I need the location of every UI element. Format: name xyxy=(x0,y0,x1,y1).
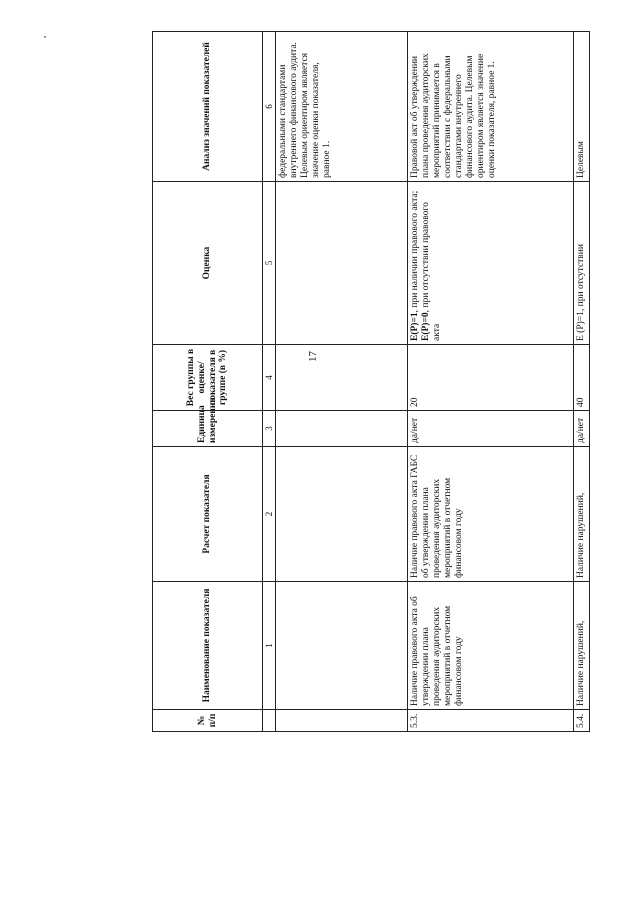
row53-score-formula1: E(P)=1 xyxy=(410,312,421,341)
indicator-table-rotated xyxy=(152,32,587,732)
colnum-0 xyxy=(263,710,276,732)
row54-score: Е (Р)=1, при отсутствии xyxy=(574,182,590,345)
header-unit: Единица измерения xyxy=(153,411,263,447)
row54-unit: да/нет xyxy=(574,411,590,447)
row53-weight: 20 xyxy=(408,345,574,411)
row54-name: Наличие нарушений, xyxy=(574,582,590,710)
header-analysis: Анализ значений показателей xyxy=(153,32,263,182)
header-num: № п/п xyxy=(153,710,263,732)
table-row-5-4 xyxy=(574,32,590,732)
colnum-4: 4 xyxy=(263,345,276,411)
row53-analysis: Правовой акт об утверждении плана проведения аудиторских мероприятий принимается в соответствии с федеральными стандартами внутреннего финансового аудита. Целевым ориентиром является значение оценки показателя, равное 1. xyxy=(408,32,574,182)
row53-score-text1: , при наличии правового акта; xyxy=(410,190,421,313)
header-name: Наименование показателя xyxy=(153,582,263,710)
header-score: Оценка xyxy=(153,182,263,345)
row54-analysis: Целевым xyxy=(574,32,590,182)
header-weight: Вес группы в оценке/ показателя в группе (в %) xyxy=(153,345,263,411)
table-row-5-3 xyxy=(408,32,574,732)
row53-unit: да/нет xyxy=(408,411,574,447)
colnum-1: 1 xyxy=(263,582,276,710)
scan-speck xyxy=(44,36,46,38)
row54-weight: 40 xyxy=(574,345,590,411)
row54-num: 5.4. xyxy=(574,710,590,732)
header-calc: Расчет показателя xyxy=(153,447,263,582)
row53-score-formula2: E(P)=0 xyxy=(421,312,432,341)
colnum-5: 5 xyxy=(263,182,276,345)
page-number: 17 xyxy=(307,351,319,362)
indicator-table xyxy=(152,31,590,732)
table-row-continued xyxy=(276,32,408,732)
colnum-2: 2 xyxy=(263,447,276,582)
row53-score-text2: , при отсутствии правового акта xyxy=(421,202,443,341)
row54-calc: Наличие нарушений, xyxy=(574,447,590,582)
row53-num: 5.3. xyxy=(408,710,574,732)
colnum-3: 3 xyxy=(263,411,276,447)
colnum-6: 6 xyxy=(263,32,276,182)
row53-calc: Наличие правового акта ГАБС об утверждении плана проведения аудиторских мероприятий в отчетном финансовом году xyxy=(408,447,574,582)
row53-score xyxy=(408,182,574,345)
cont-analysis: федеральными стандартами внутреннего финансового аудита. Целевым ориентиром является значение оценки показателя, равное 1. xyxy=(276,32,408,182)
column-number-row xyxy=(263,32,276,732)
header-row xyxy=(153,32,263,732)
row53-name: Наличие правового акта об утверждении плана проведения аудиторских мероприятий в отчетном финансовом году xyxy=(408,582,574,710)
